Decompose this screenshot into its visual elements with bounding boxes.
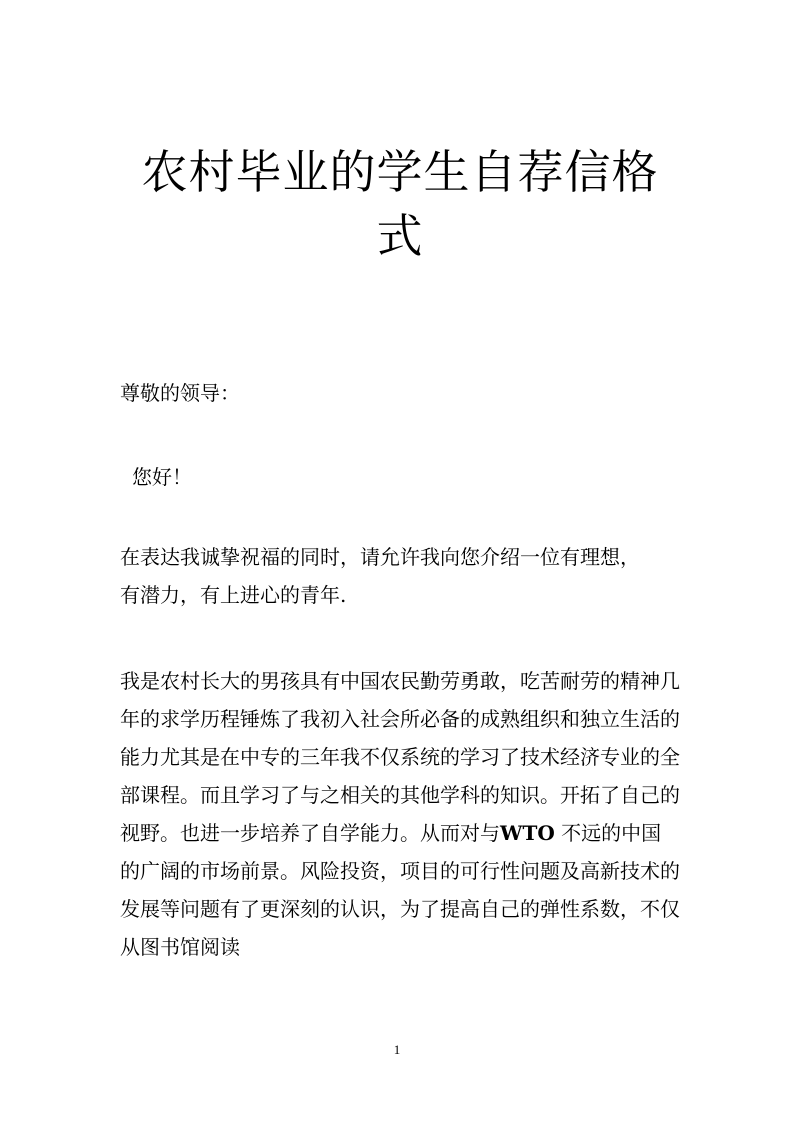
- page-number: 1: [393, 1042, 401, 1057]
- body-text-part2: 不远的中国的广阔的市场前景。风险投资，项目的可行性问题及高新技术的发展等问题有了更深刻的认识，为了提高自己的弹性系数，不仅从图书馆阅读: [120, 821, 680, 959]
- document-title: 农村毕业的学生自荐信格式: [141, 145, 659, 263]
- intro-paragraph: 在表达我诚挚祝福的同时，请允许我向您介绍一位有理想，有潜力，有上进心的青年.: [120, 545, 640, 607]
- body-text-wto: WTO: [500, 821, 555, 845]
- salutation: 尊敬的领导：: [120, 381, 240, 405]
- body-text-part1: 我是农村长大的男孩具有中国农民勤劳勇敢，吃苦耐劳的精神几年的求学历程锤炼了我初入社会所必备的成熟组织和独立生活的能力尤其是在中专的三年我不仅系统的学习了技术经济专业的全部课程。而且学习了与之相关的其他学科的知识。开拓了自己的视野。也进一步培养了自学能力。从而对与: [120, 669, 680, 845]
- body-paragraph: [120, 662, 680, 966]
- greeting: 您好！: [132, 465, 192, 489]
